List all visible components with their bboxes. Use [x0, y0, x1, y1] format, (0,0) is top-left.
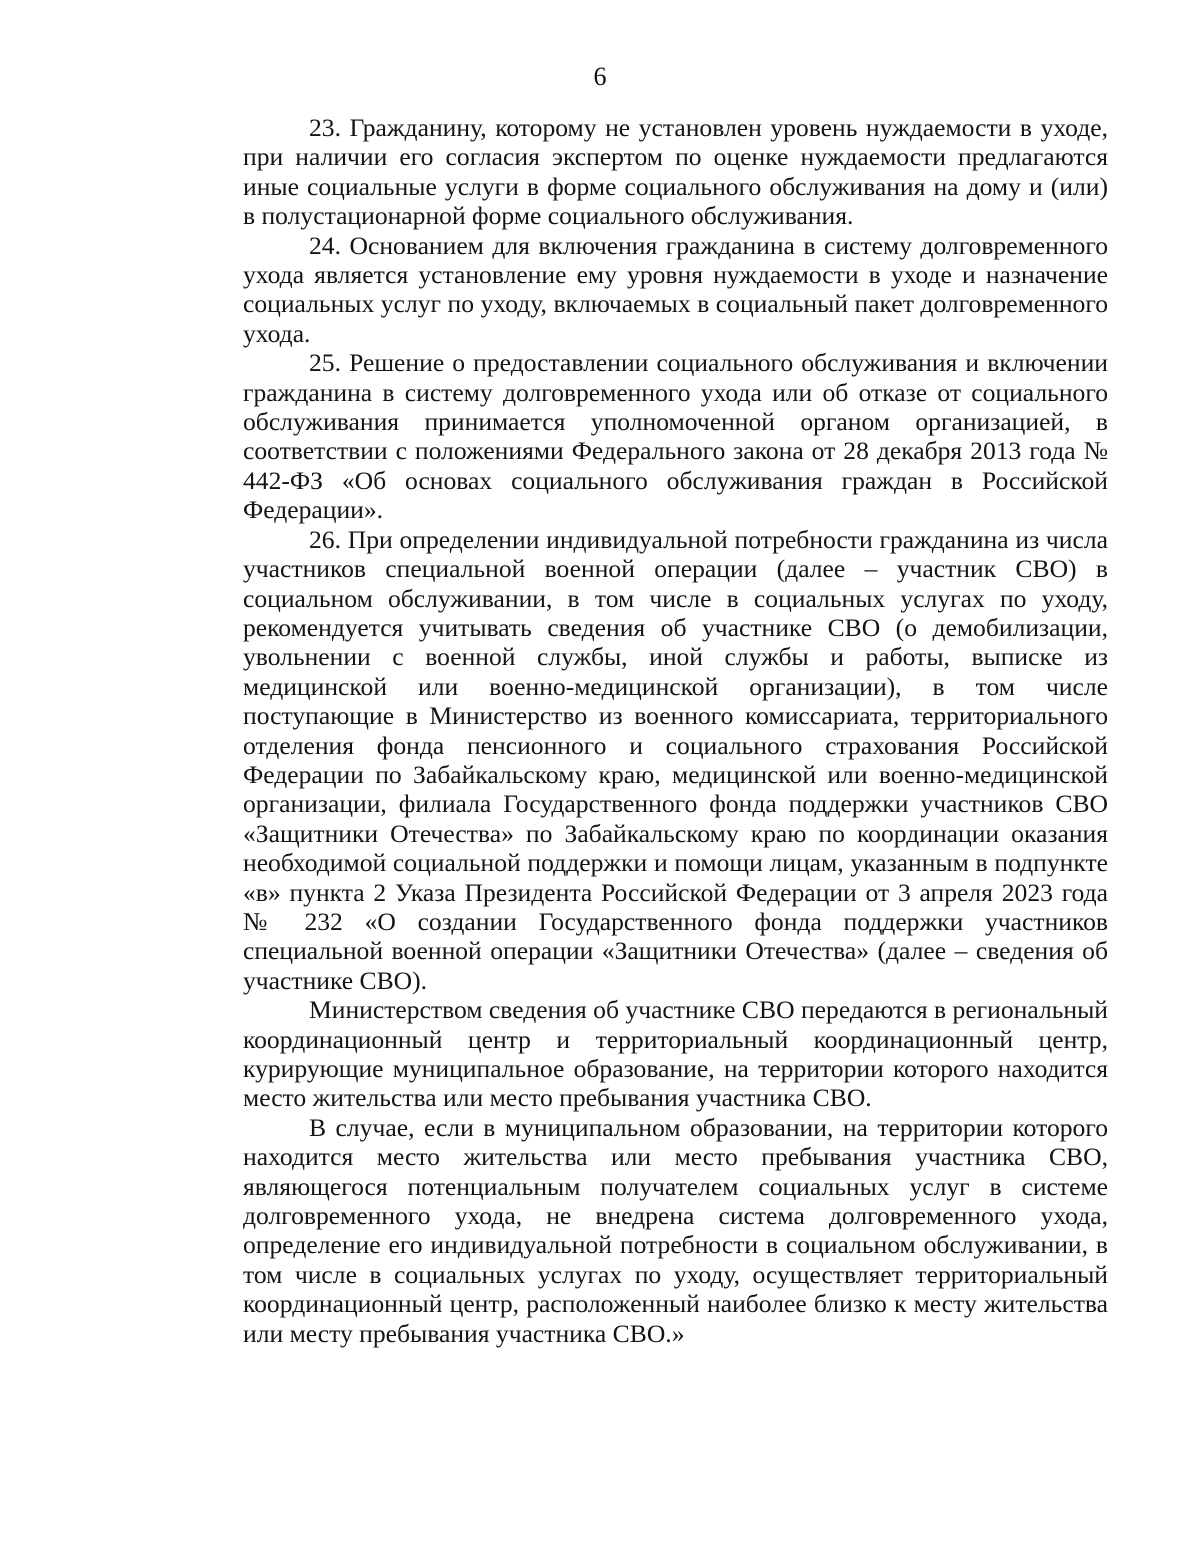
paragraph-23: 23. Гражданину, которому не установлен уровень нуждаемости в уходе, при наличии его согласия экспертом по оценке нуждаемости предлагаются иные социальные услуги в форме социального обслуживания на дому и (или) в полустационарной форме социального обслуживания.: [243, 113, 1108, 231]
document-body: [243, 113, 1108, 1348]
paragraph-ministry-transfer: Министерством сведения об участнике СВО передаются в региональный координационный центр и территориальный координационный центр, курирующие муниципальное образование, на территории которого находится место жительства или место пребывания участника СВО.: [243, 995, 1108, 1113]
page-number: 6: [593, 62, 607, 91]
paragraph-26: 26. При определении индивидуальной потребности гражданина из числа участников специальной военной операции (далее – участник СВО) в социальном обслуживании, в том числе в социальных услугах по уходу, рекомендуется учитывать сведения об участнике СВО (о демобилизации, увольнении с военной службы, иной службы и работы, выписке из медицинской или военно-медицинской организации), в том числе поступающие в Министерство из военного комиссариата, территориального отделения фонда пенсионного и социального страхования Российской Федерации по Забайкальскому краю, медицинской или военно-медицинской организации, филиала Государственного фонда поддержки участников СВО «Защитники Отечества» по Забайкальскому краю по координации оказания необходимой социальной поддержки и помощи лицам, указанным в подпункте «в» пункта 2 Указа Президента Российской Федерации от 3 апреля 2023 года № 232 «О создании Государственного фонда поддержки участников специальной военной операции «Защитники Отечества» (далее – сведения об участнике СВО).: [243, 524, 1108, 995]
paragraph-25: 25. Решение о предоставлении социального обслуживания и включении гражданина в систему долговременного ухода или об отказе от социального обслуживания принимается уполномоченной органом организацией, в соответствии с положениями Федерального закона от 28 декабря 2013 года № 442-ФЗ «Об основах социального обслуживания граждан в Российской Федерации».: [243, 348, 1108, 525]
paragraph-24: 24. Основанием для включения гражданина в систему долговременного ухода является установление ему уровня нуждаемости в уходе и назначение социальных услуг по уходу, включаемых в социальный пакет долговременного ухода.: [243, 230, 1108, 348]
paragraph-territorial-center: В случае, если в муниципальном образовании, на территории которого находится место жительства или место пребывания участника СВО, являющегося потенциальным получателем социальных услуг в системе долговременного ухода, не внедрена система долговременного ухода, определение его индивидуальной потребности в социальном обслуживании, в том числе в социальных услугах по уходу, осуществляет территориальный координационный центр, расположенный наиболее близко к месту жительства или месту пребывания участника СВО.»: [243, 1112, 1108, 1348]
